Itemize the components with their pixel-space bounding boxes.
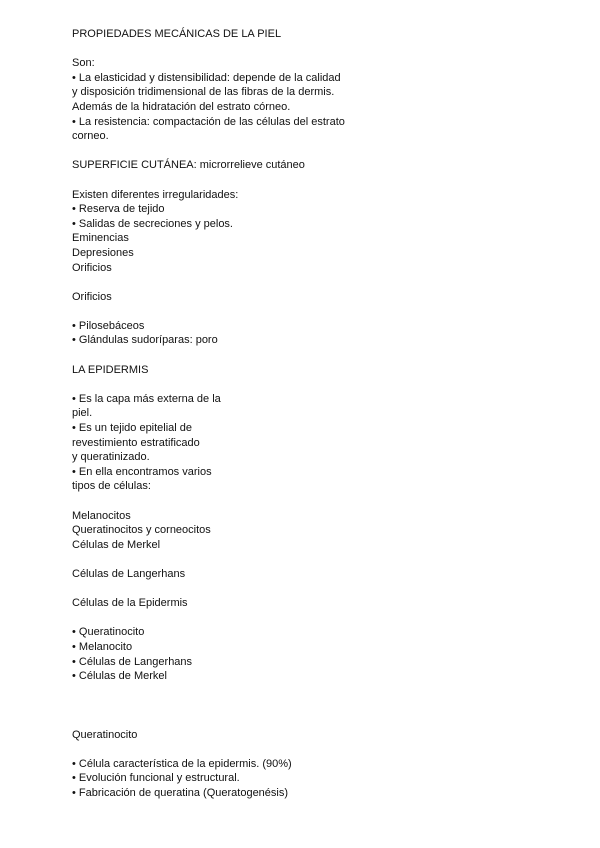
- blank-line: [72, 275, 572, 290]
- document-page: [72, 27, 572, 800]
- text-line: • Pilosebáceos: [72, 319, 145, 332]
- text-line: piel.: [72, 407, 93, 420]
- text-line: Células de Langerhans: [72, 567, 186, 580]
- blank-line: [72, 582, 572, 597]
- text-line: Orificios: [72, 290, 112, 303]
- blank-line: [72, 348, 572, 363]
- text-line: • Fabricación de queratina (Queratogenésis): [72, 786, 289, 799]
- blank-line: [72, 377, 572, 392]
- blank-line: [72, 611, 572, 626]
- blank-line: [72, 684, 572, 699]
- text-line: Orificios: [72, 261, 112, 274]
- text-line: • Células de Merkel: [72, 670, 167, 683]
- text-line: PROPIEDADES MECÁNICAS DE LA PIEL: [72, 28, 282, 40]
- text-line: • Queratinocito: [72, 626, 145, 639]
- blank-line: [72, 173, 572, 188]
- text-line: SUPERFICIE CUTÁNEA: microrrelieve cutáneo: [72, 159, 305, 172]
- text-line: Depresiones: [72, 246, 134, 259]
- text-line: • La elasticidad y distensibilidad: depende de la calidad: [72, 71, 341, 84]
- blank-line: [72, 713, 572, 728]
- text-line: • La resistencia: compactación de las células del estrato: [72, 115, 345, 128]
- text-line: revestimiento estratificado: [72, 436, 200, 449]
- text-line: y queratinizado.: [72, 451, 150, 464]
- text-line: • Es la capa más externa de la: [72, 392, 221, 405]
- text-line: Existen diferentes irregularidades:: [72, 188, 239, 201]
- text-line: • En ella encontramos varios: [72, 465, 212, 478]
- text-line: corneo.: [72, 130, 109, 143]
- text-line: Eminencias: [72, 232, 129, 245]
- blank-line: [72, 698, 572, 713]
- text-line: • Es un tejido epitelial de: [72, 422, 193, 435]
- blank-line: [72, 304, 572, 319]
- blank-line: [72, 742, 572, 757]
- text-line: Son:: [72, 57, 95, 70]
- text-line: • Evolución funcional y estructural.: [72, 772, 240, 785]
- text-line: LA EPIDERMIS: [72, 363, 149, 376]
- text-line: • Salidas de secreciones y pelos.: [72, 217, 233, 230]
- blank-line: [72, 144, 572, 159]
- text-line: Melanocitos: [72, 509, 131, 522]
- blank-line: [72, 552, 572, 567]
- text-line: Células de la Epidermis: [72, 597, 188, 610]
- text-line: tipos de células:: [72, 480, 151, 493]
- text-line: • Célula característica de la epidermis. (90%): [72, 757, 292, 770]
- text-line: • Reserva de tejido: [72, 203, 165, 216]
- text-line: Queratinocito: [72, 728, 138, 741]
- blank-line: [72, 494, 572, 509]
- text-line: Queratinocitos y corneocitos: [72, 524, 211, 537]
- text-line: • Glándulas sudoríparas: poro: [72, 334, 218, 347]
- blank-line: [72, 42, 572, 57]
- text-line: y disposición tridimensional de las fibras de la dermis.: [72, 86, 335, 99]
- text-line: Células de Merkel: [72, 538, 161, 551]
- text-line: • Células de Langerhans: [72, 655, 193, 668]
- text-line: Además de la hidratación del estrato córneo.: [72, 100, 291, 113]
- text-line: • Melanocito: [72, 640, 133, 653]
